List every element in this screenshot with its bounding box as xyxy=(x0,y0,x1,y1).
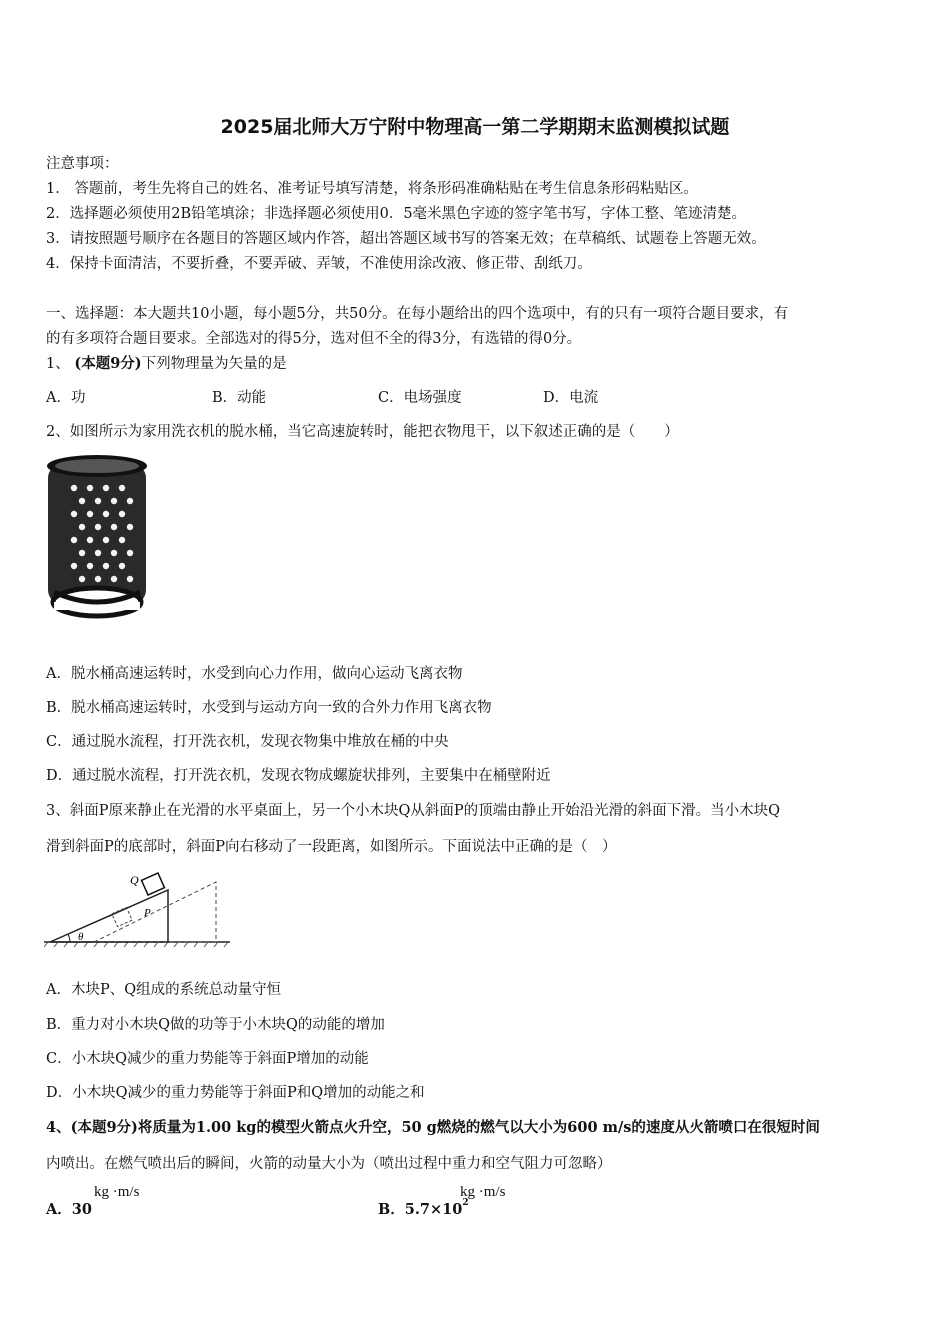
notice-item-1: 1． 答题前，考生先将自己的姓名、准考证号填写清楚，将条形码准确粘贴在考生信息条形码粘贴区。 xyxy=(46,181,698,197)
drum-hole xyxy=(87,563,93,569)
incline-label-theta: θ xyxy=(78,931,84,943)
incline-label-q: Q xyxy=(130,873,139,887)
question-3-option-d: D．小木块Q减少的重力势能等于斜面P和Q增加的动能之和 xyxy=(46,1085,425,1101)
question-3-option-b: B．重力对小木块Q做的功等于小木块Q的动能的增加 xyxy=(46,1017,385,1033)
question-1-option-b: B．动能 xyxy=(212,390,267,406)
drum-hole xyxy=(87,537,93,543)
question-3-stem-line1: 3、斜面P原来静止在光滑的水平桌面上，另一个小木块Q从斜面P的顶端由静止开始沿光滑的斜面下滑。当小木块Q xyxy=(46,803,781,819)
drum-hole xyxy=(79,550,85,556)
section-intro-line2: 的有多项符合题目要求。全部选对的得5分，选对但不全的得3分，有选错的得0分。 xyxy=(46,331,582,347)
incline-label-p: P xyxy=(144,907,151,919)
question-2-option-d: D．通过脱水流程，打开洗衣机，发现衣物成螺旋状排列，主要集中在桶壁附近 xyxy=(46,768,551,784)
drum-hole xyxy=(71,511,77,517)
question-4-stem-line2: 内喷出。在燃气喷出后的瞬间，火箭的动量大小为（喷出过程中重力和空气阻力可忽略） xyxy=(46,1156,612,1172)
drum-hole xyxy=(103,537,109,543)
section-intro-line1: 一、选择题：本大题共10小题，每小题5分，共50分。在每小题给出的四个选项中，有的只有一项符合题目要求，有 xyxy=(46,306,789,322)
notice-heading: 注意事项： xyxy=(46,156,119,172)
drum-hole xyxy=(79,498,85,504)
drum-hole xyxy=(119,537,125,543)
notice-item-2: 2．选择题必须使用2B铅笔填涂；非选择题必须使用0．5毫米黑色字迹的签字笔书写，字体工整、笔迹清楚。 xyxy=(46,206,747,222)
question-4-option-b-exponent: 2 xyxy=(462,1198,469,1208)
question-2-option-a: A．脱水桶高速运转时，水受到向心力作用，做向心运动飞离衣物 xyxy=(46,666,463,682)
question-3-stem-line2: 滑到斜面P的底部时，斜面P向右移动了一段距离，如图所示。下面说法中正确的是（ ） xyxy=(46,839,617,855)
question-4-stem-line1: 4、(本题9分)将质量为1.00 kg的模型火箭点火升空，50 g燃烧的燃气以大小为600 m/s的速度从火箭喷口在很短时间 xyxy=(46,1119,820,1136)
question-1-option-a: A．功 xyxy=(46,390,86,406)
drum-hole xyxy=(127,550,133,556)
question-1-text: 下列物理量为矢量的是 xyxy=(141,356,287,372)
question-2-option-b: B．脱水桶高速运转时，水受到与运动方向一致的合外力作用飞离衣物 xyxy=(46,700,492,716)
question-2-stem: 2、如图所示为家用洗衣机的脱水桶，当它高速旋转时，能把衣物甩干，以下叙述正确的是（ ） xyxy=(46,424,679,440)
drum-hole xyxy=(71,485,77,491)
drum-hole xyxy=(103,563,109,569)
question-1-tag: (本题9分) xyxy=(74,355,142,372)
drum-hole xyxy=(95,576,101,582)
drum-hole xyxy=(111,576,117,582)
drum-hole xyxy=(79,524,85,530)
question-1-option-c: C．电场强度 xyxy=(378,390,462,406)
question-4-option-b-value: B．5.7×10 xyxy=(378,1201,463,1218)
notice-item-3: 3．请按照题号顺序在各题目的答题区域内作答，超出答题区域书写的答案无效；在草稿纸、试题卷上答题无效。 xyxy=(46,231,766,247)
drum-hole xyxy=(71,563,77,569)
question-1-option-d: D．电流 xyxy=(543,390,599,406)
drum-hole xyxy=(95,550,101,556)
drum-hole xyxy=(127,524,133,530)
question-1-number: 1、 xyxy=(46,356,70,372)
incline-figure xyxy=(44,864,234,950)
drum-hole xyxy=(103,511,109,517)
drum-hole xyxy=(71,537,77,543)
question-3-option-a: A．木块P、Q组成的系统总动量守恒 xyxy=(46,982,282,998)
question-4-option-a-unit: kg ·m/s xyxy=(94,1184,140,1200)
question-3-option-c: C．小木块Q减少的重力势能等于斜面P增加的动能 xyxy=(46,1051,369,1067)
drum-hole xyxy=(111,524,117,530)
question-1-stem xyxy=(46,352,287,373)
question-4-option-b-unit: kg ·m/s xyxy=(460,1184,506,1200)
drum-hole xyxy=(119,485,125,491)
exam-title: 2025届北师大万宁附中物理高一第二学期期末监测模拟试题 xyxy=(220,116,730,138)
drum-hole xyxy=(95,498,101,504)
drum-hole xyxy=(119,563,125,569)
drum-hole xyxy=(87,485,93,491)
drum-hole xyxy=(87,511,93,517)
drum-hole xyxy=(111,498,117,504)
notice-item-4: 4．保持卡面清洁，不要折叠，不要弄破、弄皱，不准使用涂改液、修正带、刮纸刀。 xyxy=(46,256,592,272)
drum-hole xyxy=(95,524,101,530)
drum-hole xyxy=(111,550,117,556)
question-4-option-b xyxy=(378,1198,469,1219)
drum-hole xyxy=(119,511,125,517)
drum-hole xyxy=(79,576,85,582)
spin-dryer-drum-figure xyxy=(44,452,154,622)
drum-hole xyxy=(103,485,109,491)
question-2-option-c: C．通过脱水流程，打开洗衣机，发现衣物集中堆放在桶的中央 xyxy=(46,734,449,750)
drum-hole xyxy=(127,576,133,582)
drum-hole xyxy=(127,498,133,504)
question-4-option-a: A．30 xyxy=(46,1201,92,1218)
